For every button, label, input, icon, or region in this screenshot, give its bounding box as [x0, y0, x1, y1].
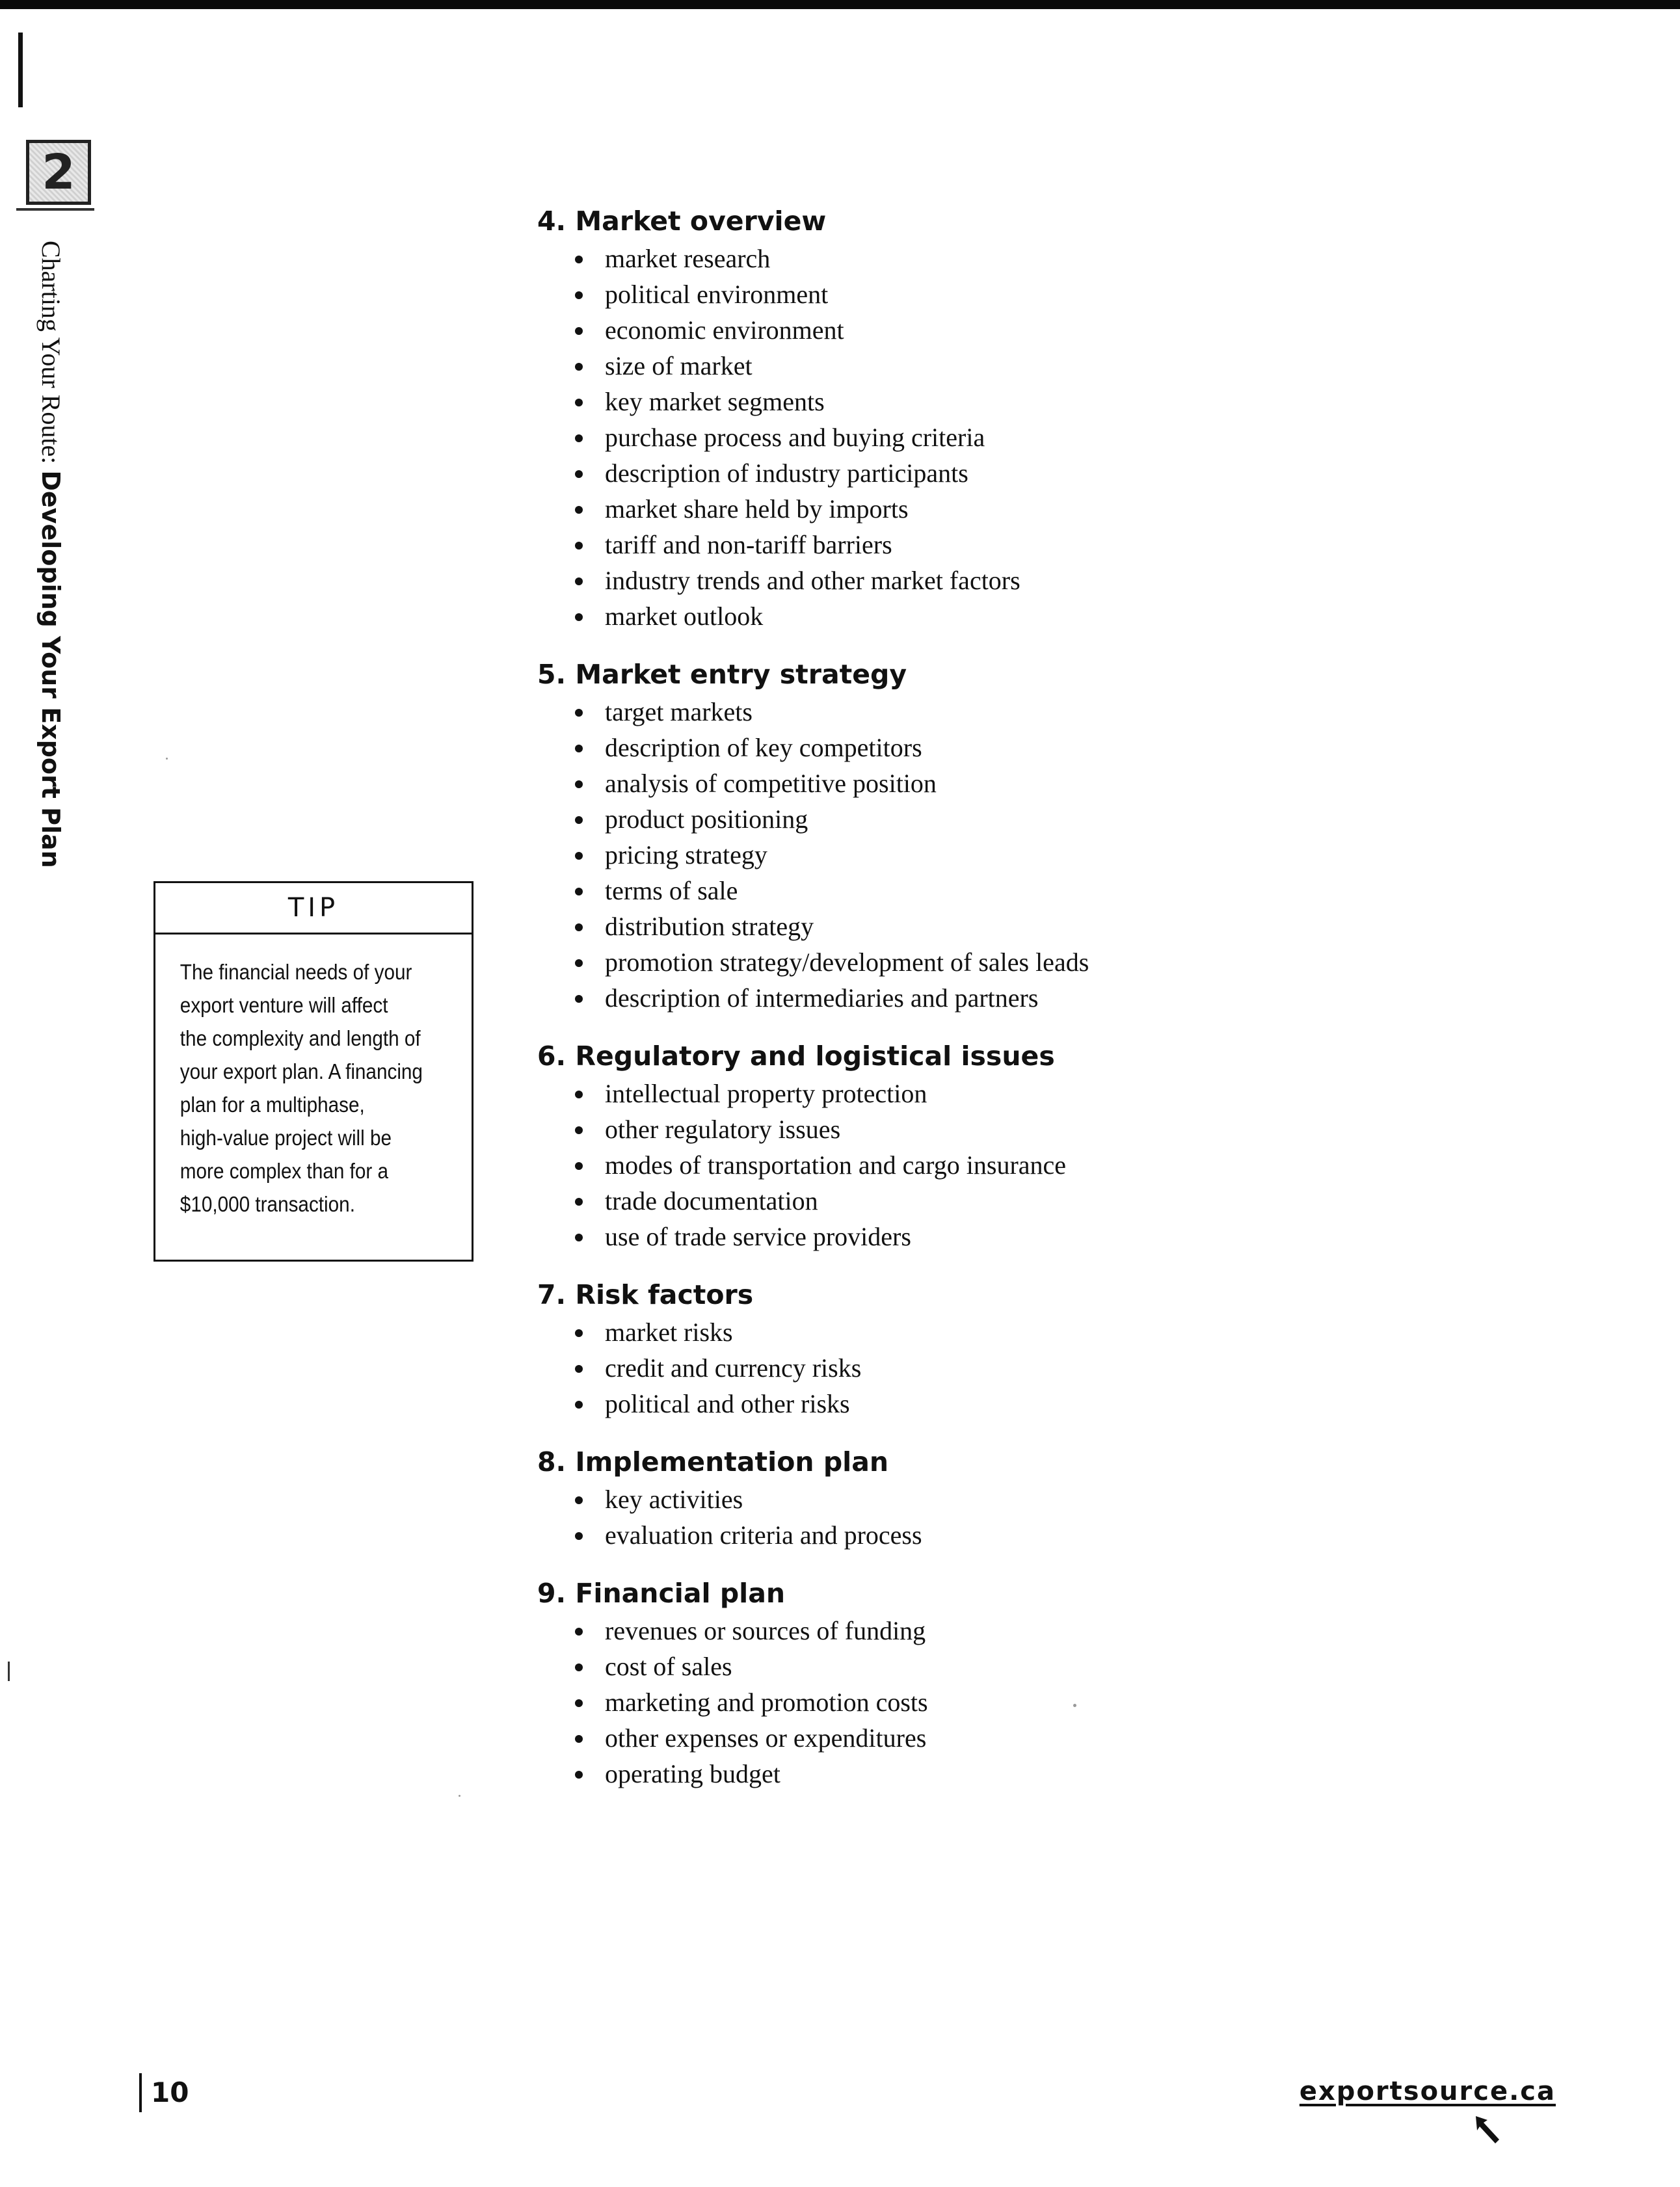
list-item: political environment — [571, 276, 1448, 312]
list-item: cost of sales — [571, 1649, 1448, 1684]
section-heading: 6. Regulatory and logistical issues — [537, 1040, 1055, 1072]
tip-box — [153, 881, 473, 1262]
section-heading: 9. Financial plan — [537, 1578, 786, 1609]
list-item: market share held by imports — [571, 491, 1448, 527]
list-item: other regulatory issues — [571, 1111, 1448, 1147]
bullet-list — [537, 1481, 1448, 1553]
tip-line: the complexity and length of — [180, 1026, 421, 1050]
tip-line: your export plan. A financing — [180, 1059, 423, 1083]
list-item: size of market — [571, 348, 1448, 384]
list-item: description of industry participants — [571, 455, 1448, 491]
export-plan-outline — [537, 202, 1448, 1792]
list-item: evaluation criteria and process — [571, 1517, 1448, 1553]
list-item: marketing and promotion costs — [571, 1684, 1448, 1720]
bullet-list — [537, 694, 1448, 1016]
list-item: industry trends and other market factors — [571, 563, 1448, 598]
section-market-overview — [537, 202, 1448, 634]
bullet-list — [537, 1613, 1448, 1792]
list-item: economic environment — [571, 312, 1448, 348]
section-heading: 8. Implementation plan — [537, 1446, 889, 1478]
left-margin-rule — [18, 33, 23, 107]
chapter-badge — [26, 140, 91, 205]
list-item: other expenses or expenditures — [571, 1720, 1448, 1756]
chapter-number: 2 — [42, 144, 75, 200]
list-item: key market segments — [571, 384, 1448, 419]
section-heading: 5. Market entry strategy — [537, 659, 907, 690]
list-item: market outlook — [571, 598, 1448, 634]
bullet-list — [537, 241, 1448, 634]
chapter-title-main: Developing Your Export Plan — [36, 470, 65, 868]
tip-line: The financial needs of your — [180, 960, 412, 984]
list-item: market research — [571, 241, 1448, 276]
site-link[interactable]: exportsource.ca — [1299, 2076, 1556, 2106]
list-item: credit and currency risks — [571, 1350, 1448, 1386]
list-item: pricing strategy — [571, 837, 1448, 873]
list-item: target markets — [571, 694, 1448, 730]
list-item: product positioning — [571, 801, 1448, 837]
list-item: promotion strategy/development of sales leads — [571, 944, 1448, 980]
bullet-list — [537, 1076, 1448, 1254]
list-item: political and other risks — [571, 1386, 1448, 1422]
tip-line: $10,000 transaction. — [180, 1192, 355, 1216]
list-item: analysis of competitive position — [571, 765, 1448, 801]
section-heading: 7. Risk factors — [537, 1279, 754, 1310]
list-item: market risks — [571, 1314, 1448, 1350]
list-item: purchase process and buying criteria — [571, 419, 1448, 455]
tip-line: more complex than for a — [180, 1159, 389, 1183]
chapter-title-prefix: Charting Your Route: — [36, 241, 66, 471]
section-financial-plan — [537, 1574, 1448, 1792]
section-implementation-plan — [537, 1442, 1448, 1553]
list-item: description of key competitors — [571, 730, 1448, 765]
list-item: tariff and non-tariff barriers — [571, 527, 1448, 563]
list-item: intellectual property protection — [571, 1076, 1448, 1111]
list-item: terms of sale — [571, 873, 1448, 908]
section-market-entry-strategy — [537, 655, 1448, 1016]
running-chapter-title — [38, 241, 64, 868]
section-risk-factors — [537, 1275, 1448, 1422]
section-heading: 4. Market overview — [537, 205, 827, 237]
list-item: use of trade service providers — [571, 1219, 1448, 1254]
tip-line: high-value project will be — [180, 1126, 392, 1150]
bullet-list — [537, 1314, 1448, 1422]
section-regulatory-logistical — [537, 1037, 1448, 1254]
tip-line: export venture will affect — [180, 993, 388, 1017]
arrow-cursor-icon — [1473, 2114, 1512, 2153]
tip-heading: TIP — [155, 883, 472, 934]
list-item: key activities — [571, 1481, 1448, 1517]
page-number: 10 — [139, 2073, 189, 2112]
tip-line: plan for a multiphase, — [180, 1093, 365, 1117]
list-item: revenues or sources of funding — [571, 1613, 1448, 1649]
tip-body — [155, 934, 472, 1221]
list-item: distribution strategy — [571, 908, 1448, 944]
list-item: modes of transportation and cargo insurance — [571, 1147, 1448, 1183]
top-border — [0, 0, 1680, 9]
list-item: trade documentation — [571, 1183, 1448, 1219]
list-item: description of intermediaries and partners — [571, 980, 1448, 1016]
list-item: operating budget — [571, 1756, 1448, 1792]
